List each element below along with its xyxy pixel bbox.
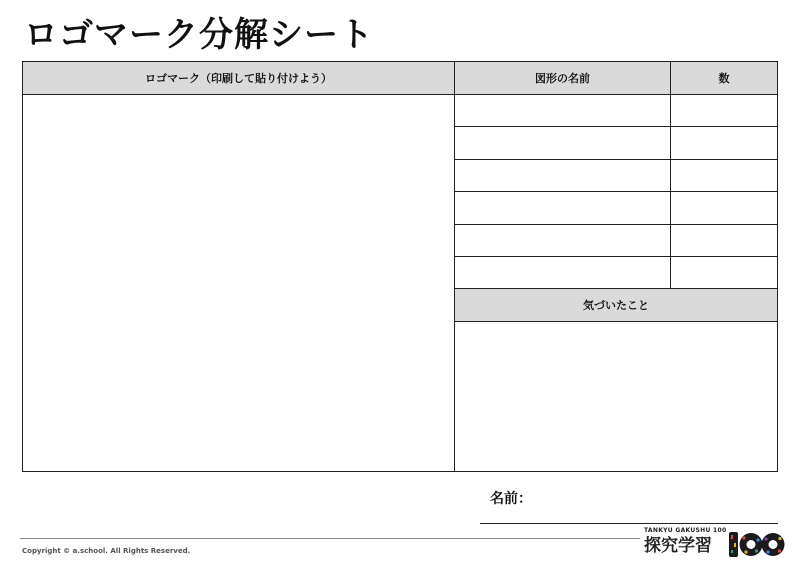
name-input-line[interactable] [480, 523, 778, 524]
shape-name-cell[interactable] [455, 192, 671, 225]
shape-name-cell[interactable] [455, 257, 671, 289]
page-title: ロゴマーク分解シート [24, 15, 374, 55]
shape-name-column-header: 図形の名前 [455, 62, 671, 95]
count-column-header [671, 62, 777, 95]
count-cell[interactable] [671, 127, 777, 160]
count-cell[interactable] [671, 160, 777, 192]
shape-name-cell[interactable] [455, 160, 671, 192]
logo-paste-area[interactable] [23, 95, 455, 471]
footer-divider [20, 538, 640, 539]
count-cell[interactable] [671, 257, 777, 289]
logo-column-header: ロゴマーク（印刷して貼り付けよう） [23, 62, 455, 95]
count-cell[interactable] [671, 192, 777, 225]
count-column-label: 数 [718, 72, 730, 85]
tankyu-gakushu-logo [644, 527, 788, 561]
logo-breakdown-table [22, 61, 778, 472]
logo-kanji-text: 探究学習 [644, 536, 712, 556]
count-cell[interactable] [671, 95, 777, 127]
shape-name-cell[interactable] [455, 95, 671, 127]
count-cell[interactable] [671, 225, 777, 257]
notes-header: 気づいたこと [455, 289, 777, 322]
shape-name-cell[interactable] [455, 225, 671, 257]
name-label: 名前： [490, 491, 532, 507]
logo-100-icon [728, 529, 786, 559]
shape-name-cell[interactable] [455, 127, 671, 160]
copyright-text: Copyright © a.school. All Rights Reserved. [22, 547, 191, 555]
notes-area[interactable] [455, 322, 777, 471]
logo-top-text: TANKYU GAKUSHU 100 [644, 527, 727, 534]
